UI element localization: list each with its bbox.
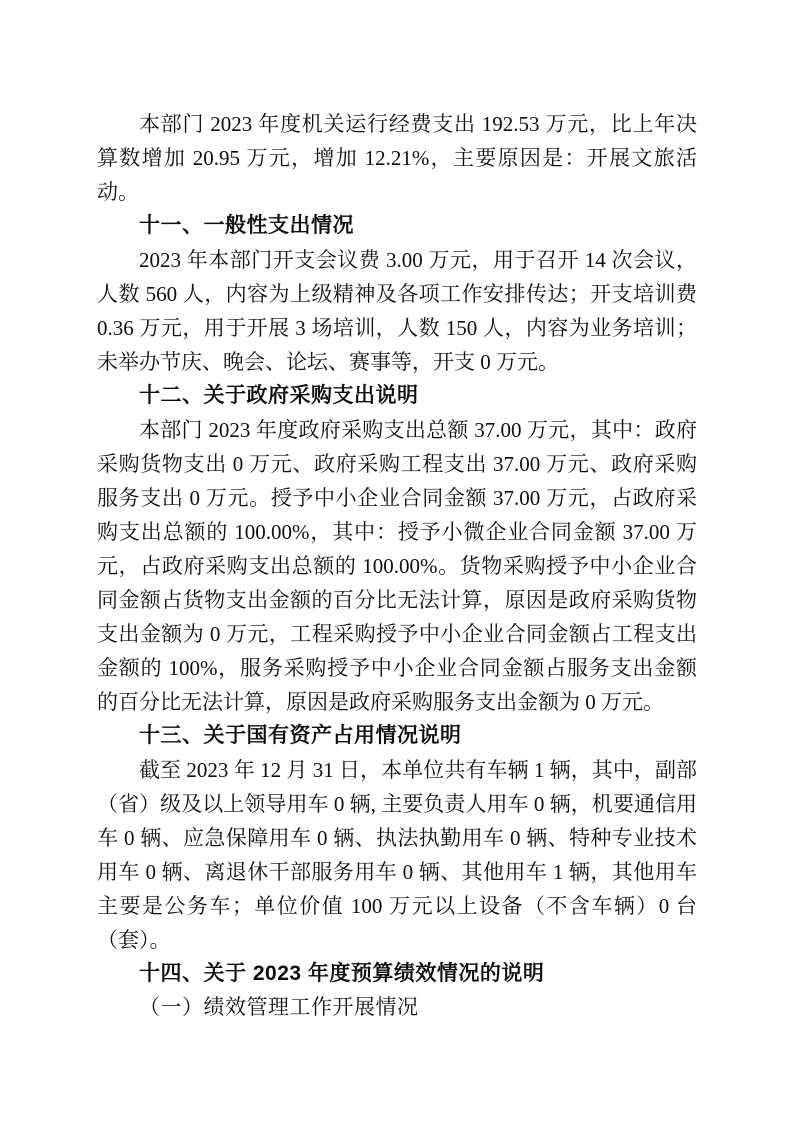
paragraph-general-expense: 2023 年本部门开支会议费 3.00 万元，用于召开 14 次会议，人数 560 人，内容为上级精神及各项工作安排传达；开支培训费 0.36 万元，用于开展 3 场培训，人数 150 人，内容为业务培训；未举办节庆、晚会、论坛、赛事等，开支 0 万元。 — [97, 248, 697, 374]
section-heading-11-general-expense: 十一、一般性支出情况 — [139, 214, 354, 237]
subheading-14-1-performance-management: （一）绩效管理工作开展情况 — [139, 996, 419, 1019]
paragraph-government-procurement: 本部门 2023 年度政府采购支出总额 37.00 万元，其中：政府采购货物支出 0 万元、政府采购工程支出 37.00 万元、政府采购服务支出 0 万元。授予中小企业合同金额 37.00 万元，占政府采购支出总额的 100.00%，其中：授予小微企业合同金额 37.00 万元，占政府采购支出总额的 100.00%。货物采购授予中小企业合同金额占货物支出金额的百分比无法计算，原因是政府采购货物支出金额为 0 万元，工程采购授予中小企业合同金额占工程支出金额的 100%，服务采购授予中小企业合同金额占服务支出金额的百分比无法计算，原因是政府采购服务支出金额为 0 万元。 — [97, 418, 697, 714]
section-heading-13-state-assets: 十三、关于国有资产占用情况说明 — [139, 724, 462, 747]
section-heading-14-budget-performance: 十四、关于 2023 年度预算绩效情况的说明 — [139, 962, 545, 985]
section-heading-12-government-procurement: 十二、关于政府采购支出说明 — [139, 384, 419, 407]
paragraph-state-assets: 截至 2023 年 12 月 31 日，本单位共有车辆 1 辆，其中，副部（省）级及以上领导用车 0 辆, 主要负责人用车 0 辆，机要通信用车 0 辆、应急保障用车 0 辆、执法执勤用车 0 辆、特种专业技术用车 0 辆、离退休干部服务用车 0 辆、其他用车 1 辆，其他用车主要是公务车；单位价值 100 万元以上设备（不含车辆）0 台（套）。 — [97, 758, 697, 952]
paragraph-admin-operating-cost: 本部门 2023 年度机关运行经费支出 192.53 万元，比上年决算数增加 20.95 万元，增加 12.21%，主要原因是：开展文旅活动。 — [97, 112, 697, 204]
